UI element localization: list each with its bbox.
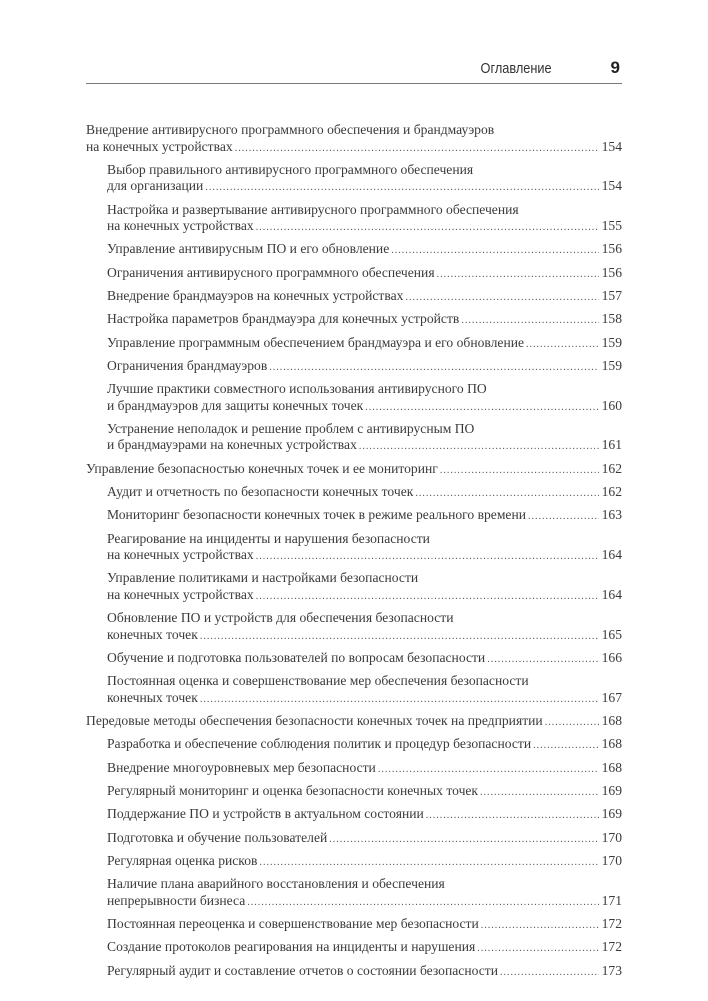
dot-leader — [235, 141, 599, 158]
toc-entry-title-line: Постоянная переоценка и совершенствование мер безопасности — [107, 916, 479, 932]
toc-entry-title-line: Передовые методы обеспечения безопасности конечных точек на предприятии — [86, 713, 543, 729]
toc-page-number: 156 — [601, 264, 622, 280]
toc-entry-title-line: Регулярный аудит и составление отчетов о состоянии безопасности — [107, 962, 498, 978]
dot-leader — [526, 337, 599, 354]
toc-page-number: 163 — [601, 507, 622, 523]
dot-leader — [437, 267, 599, 284]
toc-entry-title-line: Регулярная оценка рисков — [107, 852, 258, 868]
toc-page-number: 154 — [601, 178, 622, 194]
toc-page-number: 169 — [601, 783, 622, 799]
toc-entry-title-line: Реагирование на инциденты и нарушения безопасности — [107, 530, 430, 546]
toc-entry-title-line: Подготовка и обучение пользователей — [107, 829, 328, 845]
dot-leader — [359, 439, 599, 456]
table-of-contents — [86, 122, 622, 986]
toc-entry[interactable] — [86, 381, 622, 416]
toc-page-number: 156 — [601, 241, 622, 257]
toc-entry[interactable] — [86, 461, 622, 480]
toc-entry-row — [86, 461, 622, 480]
toc-entry-row — [107, 507, 622, 526]
toc-entry-row — [107, 830, 622, 849]
toc-entry-row — [107, 783, 622, 802]
toc-entry-title-line: Управление безопасностью конечных точек и ее мониторинг — [86, 460, 438, 476]
toc-entry-row — [107, 241, 622, 260]
toc-entry-title-line: Мониторинг безопасности конечных точек в режиме реального времени — [107, 507, 527, 523]
toc-entry-row — [107, 627, 622, 646]
dot-leader — [545, 715, 599, 732]
toc-page-number: 168 — [601, 713, 622, 729]
toc-page-number: 159 — [601, 357, 622, 373]
toc-entry-title-line: Обучение и подготовка пользователей по вопросам безопасности — [107, 650, 486, 666]
toc-page-number: 154 — [601, 138, 622, 154]
toc-entry[interactable] — [86, 853, 622, 872]
toc-entry-row — [107, 650, 622, 669]
toc-entry-title-line: Обновление ПО и устройств для обеспечения безопасности — [107, 610, 454, 626]
toc-entry-title-line: непрерывности бизнеса — [107, 892, 246, 908]
toc-page-number: 171 — [601, 892, 622, 908]
dot-leader — [329, 832, 598, 849]
toc-entry-row — [107, 893, 622, 912]
toc-page-number: 169 — [601, 806, 622, 822]
dot-leader — [205, 180, 598, 197]
toc-page-number: 157 — [601, 287, 622, 303]
toc-entry-title-line: Создание протоколов реагирования на инциденты и нарушения — [107, 939, 476, 955]
toc-page-number: 162 — [601, 460, 622, 476]
dot-leader — [481, 918, 599, 935]
dot-leader — [365, 400, 598, 417]
dot-leader — [500, 965, 599, 982]
toc-page-number: 155 — [601, 218, 622, 234]
running-header — [86, 58, 622, 84]
toc-entry-title-line: Ограничения антивирусного программного обеспечения — [107, 264, 435, 280]
toc-entry-row — [107, 178, 622, 197]
toc-entry[interactable] — [86, 122, 622, 157]
toc-page-number: 168 — [601, 759, 622, 775]
toc-entry[interactable] — [86, 570, 622, 605]
toc-entry[interactable] — [86, 650, 622, 669]
toc-entry[interactable] — [86, 963, 622, 982]
dot-leader — [259, 855, 598, 872]
toc-entry-row — [107, 311, 622, 330]
toc-entry[interactable] — [86, 162, 622, 197]
toc-page-number: 166 — [601, 650, 622, 666]
toc-entry[interactable] — [86, 939, 622, 958]
toc-entry-row — [107, 484, 622, 503]
toc-entry-row — [107, 398, 622, 417]
dot-leader — [487, 652, 598, 669]
toc-entry-row — [107, 963, 622, 982]
toc-entry-title-line: Настройка параметров брандмауэра для конечных устройств — [107, 311, 460, 327]
toc-entry-row — [107, 288, 622, 307]
toc-entry-title-line: Настройка и развертывание антивирусного программного обеспечения — [107, 201, 519, 217]
toc-entry-title-line: Внедрение брандмауэров на конечных устройствах — [107, 287, 404, 303]
dot-leader — [200, 692, 599, 709]
toc-entry[interactable] — [86, 335, 622, 354]
toc-entry-row — [107, 218, 622, 237]
toc-page-number: 172 — [601, 939, 622, 955]
dot-leader — [426, 808, 599, 825]
toc-entry[interactable] — [86, 507, 622, 526]
toc-entry[interactable] — [86, 783, 622, 802]
dot-leader — [528, 509, 599, 526]
toc-entry-title-line: конечных точек — [107, 689, 198, 705]
toc-entry[interactable] — [86, 806, 622, 825]
dot-leader — [256, 220, 599, 237]
toc-entry[interactable] — [86, 713, 622, 732]
toc-entry-title-line: и брандмауэрами на конечных устройствах — [107, 437, 357, 453]
toc-entry-row — [107, 806, 622, 825]
toc-entry[interactable] — [86, 202, 622, 237]
toc-entry[interactable] — [86, 876, 622, 911]
toc-entry-row — [107, 916, 622, 935]
toc-page-number: 170 — [601, 829, 622, 845]
toc-entry-row — [107, 760, 622, 779]
toc-entry-title-line: и брандмауэров для защиты конечных точек — [107, 397, 364, 413]
toc-entry-title-line: конечных точек — [107, 626, 198, 642]
dot-leader — [269, 360, 598, 377]
dot-leader — [391, 243, 598, 260]
toc-entry-row — [107, 437, 622, 456]
toc-entry[interactable] — [86, 916, 622, 935]
toc-entry-title-line: Устранение неполадок и решение проблем с антивирусным ПО — [107, 420, 475, 436]
toc-entry[interactable] — [86, 421, 622, 456]
toc-entry-title-line: Лучшие практики совместного использования антивирусного ПО — [107, 381, 487, 397]
toc-entry[interactable] — [86, 241, 622, 260]
toc-entry[interactable] — [86, 484, 622, 503]
toc-page-number: 158 — [601, 311, 622, 327]
dot-leader — [256, 589, 599, 606]
toc-entry-title-line: Внедрение многоуровневых мер безопасности — [107, 759, 376, 775]
toc-page-number: 167 — [601, 689, 622, 705]
toc-page-number: 159 — [601, 334, 622, 350]
toc-entry-title-line: Внедрение антивирусного программного обеспечения и брандмауэров — [86, 122, 495, 137]
toc-entry-title-line: Регулярный мониторинг и оценка безопасности конечных точек — [107, 783, 479, 799]
dot-leader — [440, 463, 599, 480]
toc-entry[interactable] — [86, 760, 622, 779]
toc-entry-row — [107, 335, 622, 354]
toc-entry-title-line: Постоянная оценка и совершенствование мер обеспечения безопасности — [107, 673, 529, 689]
toc-entry[interactable] — [86, 830, 622, 849]
toc-entry-title-line: Поддержание ПО и устройств в актуальном состоянии — [107, 806, 424, 822]
toc-entry-title-line: на конечных устройствах — [107, 586, 254, 602]
dot-leader — [256, 549, 599, 566]
toc-entry-title-line: на конечных устройствах — [107, 547, 254, 563]
toc-entry-title-line: Разработка и обеспечение соблюдения политик и процедур безопасности — [107, 736, 532, 752]
toc-entry-row — [107, 547, 622, 566]
dot-leader — [247, 895, 598, 912]
toc-page-number: 168 — [601, 736, 622, 752]
toc-entry[interactable] — [86, 265, 622, 284]
toc-page-number: 165 — [601, 626, 622, 642]
toc-page-number: 172 — [601, 916, 622, 932]
toc-entry-row — [107, 939, 622, 958]
toc-page-number: 170 — [601, 852, 622, 868]
dot-leader — [378, 762, 599, 779]
toc-page-number: 164 — [601, 547, 622, 563]
dot-leader — [200, 629, 599, 646]
toc-entry-row — [86, 139, 622, 158]
toc-entry[interactable] — [86, 288, 622, 307]
header-title: Оглавление — [480, 60, 552, 77]
dot-leader — [415, 486, 598, 503]
toc-entry-row — [107, 736, 622, 755]
toc-entry-row — [107, 690, 622, 709]
toc-entry-row — [107, 358, 622, 377]
toc-entry[interactable] — [86, 311, 622, 330]
toc-entry-row — [86, 713, 622, 732]
toc-page-number: 160 — [601, 397, 622, 413]
toc-entry-title-line: Управление программным обеспечением брандмауэра и его обновление — [107, 334, 525, 350]
toc-entry-title-line: Управление антивирусным ПО и его обновление — [107, 241, 390, 257]
toc-page-number: 164 — [601, 586, 622, 602]
toc-page-number: 162 — [601, 484, 622, 500]
dot-leader — [405, 290, 598, 307]
toc-entry-title-line: Выбор правильного антивирусного программного обеспечения — [107, 161, 474, 177]
toc-entry-title-line: Управление политиками и настройками безопасности — [107, 570, 419, 586]
toc-entry-title-line: Наличие плана аварийного восстановления и обеспечения — [107, 876, 445, 892]
dot-leader — [461, 313, 598, 330]
toc-entry-title-line: Ограничения брандмауэров — [107, 357, 268, 373]
toc-entry[interactable] — [86, 736, 622, 755]
toc-entry[interactable] — [86, 610, 622, 645]
toc-entry-title-line: на конечных устройствах — [86, 138, 233, 154]
dot-leader — [477, 941, 598, 958]
toc-entry-row — [107, 853, 622, 872]
toc-entry-title-line: на конечных устройствах — [107, 218, 254, 234]
toc-entry[interactable] — [86, 358, 622, 377]
toc-entry-title-line: Аудит и отчетность по безопасности конечных точек — [107, 484, 414, 500]
toc-page-number: 161 — [601, 437, 622, 453]
header-page-number: 9 — [610, 58, 620, 77]
toc-page-number: 173 — [601, 962, 622, 978]
toc-entry[interactable] — [86, 673, 622, 708]
toc-entry[interactable] — [86, 531, 622, 566]
dot-leader — [480, 785, 599, 802]
dot-leader — [533, 738, 598, 755]
toc-entry-row — [107, 587, 622, 606]
toc-entry-row — [107, 265, 622, 284]
toc-entry-title-line: для организации — [107, 178, 204, 194]
